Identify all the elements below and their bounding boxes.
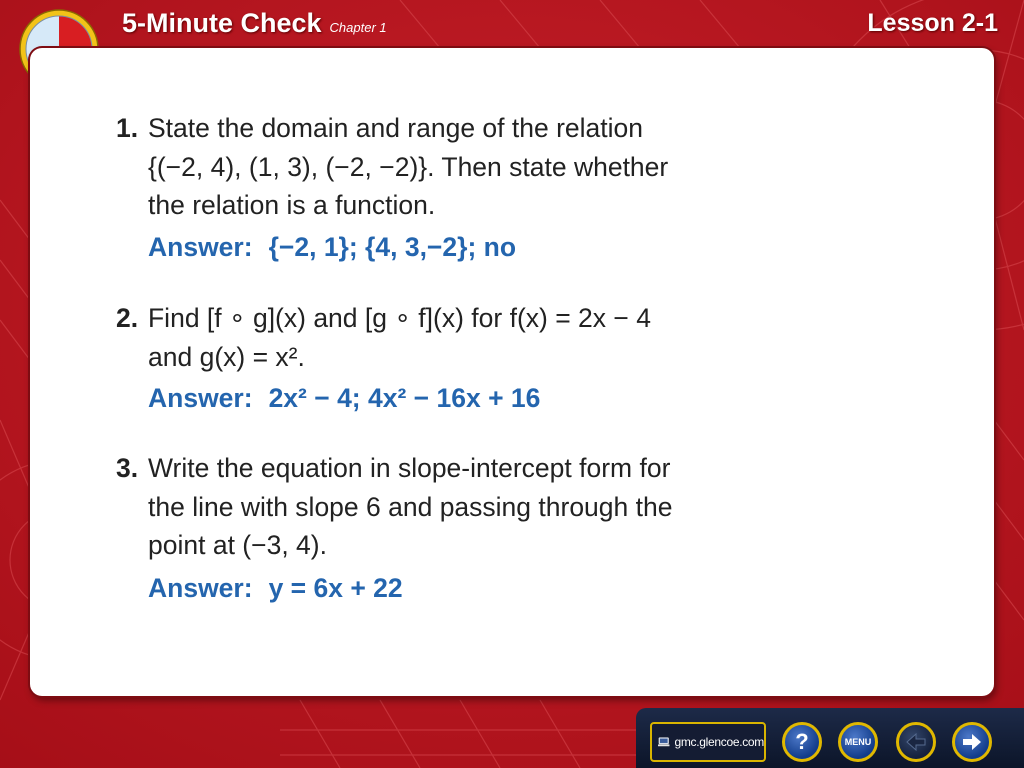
question-line: point at (−3, 4). [148,530,327,560]
arrow-left-icon [905,732,927,752]
answer-1 [148,232,516,263]
lesson-label: Lesson 2-1 [867,9,998,37]
question-3 [116,449,836,565]
question-line: {(−2, 4), (1, 3), (−2, −2)}. Then state whether [148,151,669,182]
question-line: the relation is a function. [148,190,436,220]
back-button[interactable] [896,722,936,762]
question-number: 3. [116,453,139,483]
next-button[interactable] [952,722,992,762]
answer-text: 2x² − 4; 4x² − 16x + 16 [268,383,541,413]
website-label: gmc.glencoe.com [674,735,764,749]
question-2 [116,299,836,376]
chapter-label: Chapter 1 [329,20,387,35]
website-button[interactable] [650,722,766,762]
arrow-right-icon [961,732,983,752]
question-number: 2. [116,303,139,333]
answer-label: Answer: [148,232,253,262]
answer-label: Answer: [148,383,253,413]
title-text: 5-Minute Check [122,8,322,38]
question-line: the line with slope 6 and passing through the [148,491,673,522]
question-line: State the domain and range of the relation [148,113,644,143]
menu-label: MENU [844,737,872,747]
question-number: 1. [116,113,139,143]
menu-button[interactable] [838,722,878,762]
header-title [122,8,387,39]
computer-icon [658,731,670,753]
answer-text: y = 6x + 22 [268,573,403,603]
help-label: ? [795,729,809,754]
question-line: Find [f ∘ g](x) and [g ∘ f](x) for f(x) = 2x − 4 [148,303,651,333]
question-1 [116,109,836,225]
answer-2 [148,383,540,414]
question-line: and g(x) = x². [148,341,305,372]
help-button[interactable] [782,722,822,762]
question-line: Write the equation in slope-intercept form for [148,453,671,483]
answer-3 [148,573,403,604]
answer-text: {−2, 1}; {4, 3,−2}; no [268,232,517,262]
answer-label: Answer: [148,573,253,603]
